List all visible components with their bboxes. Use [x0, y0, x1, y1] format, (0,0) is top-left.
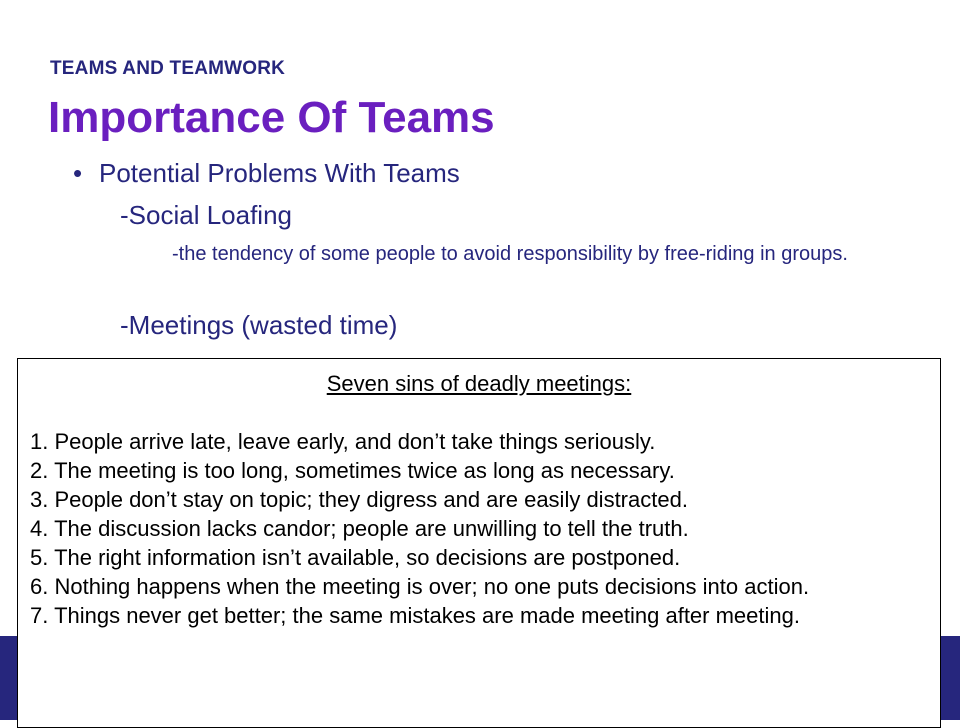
- social-loafing-definition: -the tendency of some people to avoid responsibility by free-riding in groups.: [172, 243, 848, 265]
- bullet-text: Potential Problems With Teams: [99, 158, 460, 188]
- slide-title: Importance Of Teams: [48, 93, 495, 142]
- spacer: [30, 398, 940, 427]
- list-item: 6. Nothing happens when the meeting is over; no one puts decisions into action.: [30, 574, 810, 599]
- list-item: 7. Things never get better; the same mistakes are made meeting after meeting.: [30, 603, 800, 628]
- sins-list: [30, 427, 940, 630]
- list-item: 2. The meeting is too long, sometimes twice as long as necessary.: [30, 458, 675, 483]
- bullet-item: [73, 156, 460, 190]
- sub-item-social-loafing: -Social Loafing: [120, 200, 292, 230]
- list-item: 4. The discussion lacks candor; people are unwilling to tell the truth.: [30, 516, 689, 541]
- meeting-sins-box: [17, 358, 941, 728]
- section-kicker: TEAMS AND TEAMWORK: [50, 58, 286, 79]
- bullet-dot: •: [73, 158, 83, 188]
- list-item: 5. The right information isn’t available, so decisions are postponed.: [30, 545, 681, 570]
- list-item: 1. People arrive late, leave early, and don’t take things seriously.: [30, 429, 656, 454]
- sins-heading: Seven sins of deadly meetings:: [326, 371, 632, 396]
- list-item: 3. People don’t stay on topic; they digress and are easily distracted.: [30, 487, 688, 512]
- sub-item-meetings: -Meetings (wasted time): [120, 310, 398, 340]
